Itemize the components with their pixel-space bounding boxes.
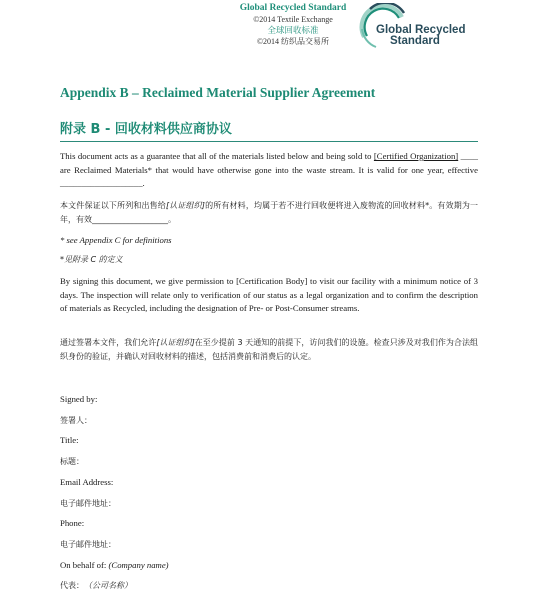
guarantee-text-start: This document acts as a guarantee that all of the materials listed below and being sold to <box>60 151 374 161</box>
on-behalf-text: On behalf of: <box>60 560 109 570</box>
guarantee-paragraph-cn <box>60 199 478 226</box>
signed-by-label-cn: 签署人： <box>60 416 92 425</box>
certified-organization-cn: [认证组织] <box>165 201 205 210</box>
inspection-cn-end: 在至少提前 3 天通知的前提下，访问我们的设施。检查只涉及对我们作为合法组织身份的验证，并确认对回收材料的描述，包括消费前和消费后的认定。 <box>60 338 478 361</box>
appendix-heading-cn: 附录 B - 回收材料供应商协议 <box>60 122 232 137</box>
phone-label: Phone: <box>60 518 85 528</box>
appendix-heading: Appendix B – Reclaimed Material Supplier Agreement <box>60 85 376 100</box>
header-copyright-cn: ©2014 纺织品交易所 <box>256 37 330 46</box>
title-label: Title: <box>60 435 79 445</box>
logo-line-2: Standard <box>390 35 440 47</box>
signed-by-label: Signed by: <box>60 394 98 404</box>
definitions-note-cn: *见附录 C 的定义 <box>60 255 123 264</box>
email-label-cn: 电子邮件地址： <box>60 499 116 508</box>
heading-divider <box>60 141 478 142</box>
certified-organization-placeholder: [Certified Organization] <box>373 151 459 161</box>
header-copyright: ©2014 Textile Exchange <box>253 15 333 24</box>
definitions-note: * see Appendix C for definitions <box>60 235 172 245</box>
inspection-paragraph: By signing this document, we give permission to [Certification Body] to visit our facility with a minimum notice of 3 days. The inspection will relate only to verification of our status as a legal organization and to confirm the description of materials as Recycled, including the designation of Pre- or Post-Consumer streams. <box>60 276 478 313</box>
guarantee-paragraph <box>60 150 478 191</box>
phone-label-cn: 电子邮件地址： <box>60 540 116 549</box>
guarantee-cn-start: 本文件保证以下所列和出售给 <box>60 201 166 210</box>
inspection-cn-start: 通过签署本文件，我们允许 <box>60 338 157 347</box>
guarantee-text-end: are Reclaimed Materials* that would have otherwise gone into the waste stream. It is valid for one year, effective ___________________. <box>60 164 478 188</box>
header-title: Global Recycled Standard <box>239 3 347 13</box>
guarantee-cn-end: 的所有材料，均属于若不进行回收便将进入废物流的回收材料*。有效期为一年，有效___________________。 <box>60 201 479 224</box>
logo-wordmark <box>376 25 465 47</box>
inspection-paragraph-cn <box>60 336 478 363</box>
on-behalf-text-cn: 代表： <box>60 581 84 590</box>
grs-logo <box>358 3 478 53</box>
certification-body-cn: [认证组织] <box>156 338 195 347</box>
logo-line-1: Global Recycled <box>376 24 466 36</box>
title-label-cn: 标题： <box>60 457 84 466</box>
header-title-cn: 全球回收标准 <box>267 25 319 35</box>
email-label: Email Address: <box>60 477 114 487</box>
on-behalf-label-cn <box>60 580 132 591</box>
company-name-placeholder: (Company name) <box>108 560 169 570</box>
document-header <box>218 3 368 47</box>
on-behalf-label <box>60 560 169 570</box>
company-name-placeholder-cn: （公司名称） <box>84 581 132 590</box>
org-blank: ____ <box>460 151 479 161</box>
